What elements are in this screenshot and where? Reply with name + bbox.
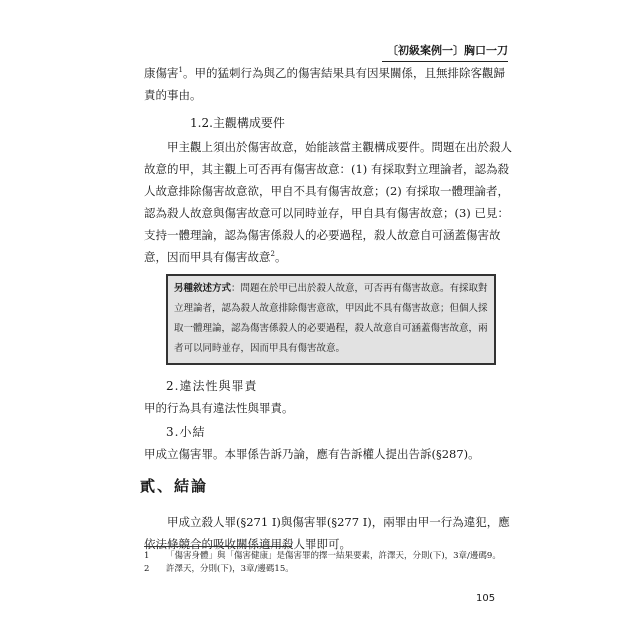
footnote-item	[144, 550, 512, 563]
footnote-number: 2	[144, 564, 150, 574]
section-heading-subjective: 1.2.主觀構成要件	[190, 116, 285, 130]
paragraph-causation: 康傷害$^1$。甲的猛刺行為與乙的傷害結果具有因果關係，且無排除客觀歸責的事由。	[144, 66, 505, 102]
heading-conclusion: 貳、結論	[140, 477, 209, 495]
paragraph-illegality: 甲的行為具有違法性與罪責。	[144, 401, 294, 415]
alternative-phrasing-box	[166, 274, 496, 365]
paragraph-subjective: 甲主觀上須出於傷害故意，始能該當主觀構成要件。問題在出於殺人故意的甲，其主觀上可否再有傷害故意：(1) 有採取對立理論者，認為殺人故意排除傷害故意欲，甲自不具有傷害故意；(2) 有採取一體理論者，認為殺人故意與傷害故意可以同時並存，甲自具有傷害故意；(3) 已見：支持一體理論，認為傷害係殺人的必要過程，殺人故意自可涵蓋傷害故意，因而甲具有傷害故意$^2$。	[144, 140, 512, 264]
footnote-text: 許澤天，分則(下)，3章/邊碼15。	[166, 564, 294, 574]
paragraph-summary: 甲成立傷害罪。本罪係告訴乃論，應有告訴權人提出告訴(§287)。	[144, 447, 480, 461]
box-text: ：問題在於甲已出於殺人故意，可否再有傷害故意。有採取對立理論者，認為殺人故意排除傷害意欲，甲因此不具有傷害故意；但個人採取一體理論，認為傷害係殺人的必要過程，殺人故意自可涵蓋傷害故意，兩者可以同時並存，因而甲具有傷害故意。	[174, 283, 488, 354]
box-title: 另種敘述方式	[174, 283, 232, 294]
section-heading-illegality: 2.違法性與罪責	[166, 379, 258, 393]
page-body	[140, 62, 512, 555]
page-number: 105	[476, 593, 496, 604]
footnote-divider	[144, 546, 292, 547]
footnote-ref-1[interactable]: 1	[178, 66, 183, 75]
footnote-ref-2[interactable]: 2	[270, 250, 275, 259]
paragraph-conclusion: 甲成立殺人罪(§271 I)與傷害罪(§277 I)，兩罪由甲一行為違犯，應依法條競合的吸收關係適用殺人罪即可。	[144, 515, 510, 551]
footnotes	[144, 550, 512, 576]
footnote-text: 「傷害身體」與「傷害健康」是傷害罪的擇一結果要素，許澤天，分則(下)，3章/邊碼9。	[166, 551, 501, 561]
section-heading-summary: 3.小結	[166, 425, 206, 439]
running-header: 〔初級案例一〕胸口一刀	[382, 42, 508, 62]
footnote-number: 1	[144, 551, 150, 561]
footnote-item	[144, 563, 512, 576]
